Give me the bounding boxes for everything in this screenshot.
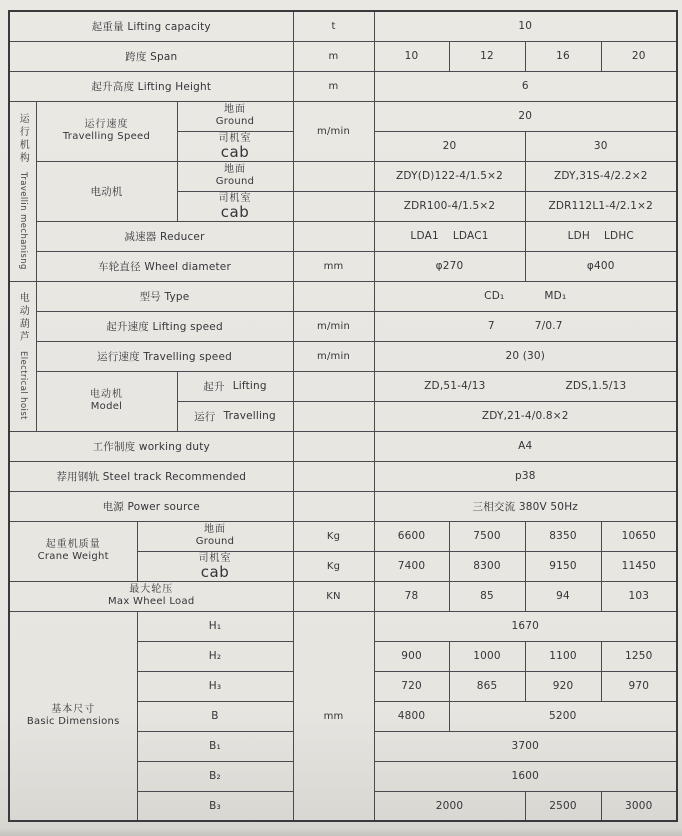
travelling-speed-label-zh: 运行速度 — [84, 119, 129, 130]
travel-motor-ground-value-1 — [374, 161, 525, 191]
span-value-16m — [525, 41, 601, 71]
cab-zh: 司机室 — [218, 192, 252, 204]
dimension-value-text: 1600 — [511, 770, 540, 782]
hoist-travelling-speed-label — [36, 341, 293, 371]
ground-zh: 地面 — [224, 164, 246, 175]
crane-weight-ground-sublabel — [137, 521, 293, 551]
hoist-motor-travelling-value — [374, 401, 677, 431]
cab-en: cab — [220, 202, 250, 221]
ground-sublabel-text — [140, 524, 291, 548]
travel-motor-unit-empty — [293, 191, 374, 221]
motor-model-text: ZD,51-4/13 — [424, 380, 486, 392]
crane-weight-cab-value-3 — [525, 551, 601, 581]
working-duty-value — [374, 431, 677, 461]
table-row — [9, 101, 677, 131]
span-value-text: 20 — [631, 50, 646, 62]
dimension-value-text: 2000 — [435, 799, 464, 812]
table-row — [9, 251, 677, 281]
hoist-motor-label-text — [39, 389, 175, 413]
max-wheel-load-value-3 — [525, 581, 601, 611]
cab-speed-value-text: 30 — [593, 140, 608, 152]
crane-weight-value-text: 8350 — [549, 530, 577, 542]
hoist-type-label-text: 型号 Type — [139, 290, 190, 303]
dimension-value-text: 720 — [401, 680, 422, 692]
section-electrical-hoist — [9, 281, 36, 431]
hoist-travelling-speed-unit-text: m/min — [317, 351, 350, 362]
basic-dimensions-label — [9, 611, 137, 821]
reducer-models — [377, 230, 523, 242]
hoist-travelling-speed-unit — [293, 341, 374, 371]
crane-weight-value-text: 8300 — [473, 560, 501, 572]
travelling-speed-ground-value — [374, 101, 677, 131]
hoist-type-model-text: CD₁ — [484, 290, 505, 302]
max-wheel-load-value-text: 94 — [556, 590, 570, 602]
dimension-name-text: H₁ — [208, 620, 222, 632]
dimension-value-text: 900 — [401, 650, 422, 662]
table-row — [9, 71, 677, 101]
wheel-diameter-label-text: 车轮直径 Wheel diameter — [98, 260, 231, 273]
working-duty-value-text: A4 — [518, 440, 533, 452]
dimension-h3-sublabel — [137, 671, 293, 701]
hoist-lifting-speed-label — [36, 311, 293, 341]
hoist-travelling-speed-value-text: 20 (30) — [505, 350, 546, 362]
lifting-height-label — [9, 71, 293, 101]
wheel-diameter-unit-text: mm — [323, 261, 344, 272]
working-duty-label-text: 工作制度 working duty — [92, 440, 210, 453]
power-source-label — [9, 491, 293, 521]
hoist-type-model-text: MD₁ — [544, 290, 567, 302]
hoist-motor-label-en: Model — [90, 401, 123, 412]
ground-zh: 地面 — [204, 524, 226, 535]
steel-track-unit-empty — [293, 461, 374, 491]
lifting-capacity-value — [374, 11, 677, 41]
hoist-type-label — [36, 281, 293, 311]
crane-weight-value-text: 7500 — [473, 530, 501, 542]
hoist-lifting-speed-unit-text: m/min — [317, 321, 350, 332]
hoist-motor-unit-empty — [293, 371, 374, 401]
max-wheel-load-value-text: 85 — [480, 590, 494, 602]
lifting-height-value — [374, 71, 677, 101]
reducer-model-text: LDH — [567, 230, 590, 242]
dimension-name-text: H₂ — [208, 650, 222, 662]
dimension-value-text: 865 — [476, 680, 498, 692]
ground-en: Ground — [215, 116, 255, 127]
lifting-capacity-value-text: 10 — [518, 20, 533, 33]
dimension-value-text: 2500 — [549, 799, 577, 812]
motor-model-text: ZDR100-4/1.5×2 — [403, 200, 496, 212]
dimension-value-text: 1100 — [549, 650, 577, 662]
crane-weight-value-text: 11450 — [621, 560, 656, 572]
travel-motor-cab-value-1 — [374, 191, 525, 221]
table-row — [9, 491, 677, 521]
hoist-motor-travelling-sublabel — [177, 401, 293, 431]
ground-sublabel-text — [180, 104, 291, 128]
crane-weight-value-text: 6600 — [397, 530, 426, 542]
hoist-motor-unit-empty — [293, 401, 374, 431]
reducer-value-2 — [525, 221, 677, 251]
hoist-type-unit-empty — [293, 281, 374, 311]
travelling-zh: 运行 — [194, 410, 216, 423]
table-row — [9, 11, 677, 41]
table-row — [9, 431, 677, 461]
span-unit — [293, 41, 374, 71]
travelling-mechanism-en: Travellin mechanisng — [17, 171, 28, 270]
travel-motor-cab-value-2 — [525, 191, 677, 221]
cab-zh: 司机室 — [198, 552, 232, 564]
travelling-speed-cab-value-2 — [525, 131, 677, 161]
dimension-value-text: 1000 — [473, 650, 501, 662]
max-wheel-load-value-1 — [374, 581, 449, 611]
table-row — [9, 581, 677, 611]
electrical-hoist-vertical-label — [12, 292, 34, 420]
wheel-diameter-value-text: φ400 — [586, 260, 615, 272]
power-source-value-text: 三相交流 380V 50Hz — [472, 500, 578, 513]
hoist-travelling-speed-label-text: 运行速度 Travelling speed — [97, 350, 232, 363]
dimension-b-sublabel — [137, 701, 293, 731]
dimension-value-text: 970 — [628, 680, 650, 692]
table-row — [9, 311, 677, 341]
reducer-model-text: LDAC1 — [452, 230, 489, 242]
lifting-height-unit-text: m — [328, 81, 339, 92]
crane-weight-label — [9, 521, 137, 581]
travelling-speed-ground-sublabel — [177, 101, 293, 131]
travelling-speed-label-text — [39, 119, 175, 143]
crane-weight-cab-value-4 — [601, 551, 677, 581]
travelling-en: Travelling — [223, 410, 276, 422]
max-wheel-load-label — [9, 581, 293, 611]
lifting-capacity-unit-text: t — [331, 21, 336, 33]
dimension-h2-value-2 — [449, 641, 525, 671]
wheel-diameter-unit — [293, 251, 374, 281]
dimension-value-text: 3000 — [625, 799, 653, 812]
cab-sublabel-text — [180, 133, 291, 160]
cab-en: cab — [200, 562, 230, 581]
power-source-unit-empty — [293, 491, 374, 521]
travel-motor-ground-value-2 — [525, 161, 677, 191]
dimension-name-text: B₁ — [209, 740, 221, 752]
table-row — [9, 611, 677, 641]
lifting-capacity-label — [9, 11, 293, 41]
basic-dimensions-label-zh: 基本尺寸 — [51, 703, 96, 715]
hoist-lifting-speed-value — [374, 311, 677, 341]
dimension-b2-value — [374, 761, 677, 791]
max-wheel-load-label-zh: 最大轮压 — [129, 584, 174, 595]
hoist-lifting-speed-values — [377, 320, 675, 332]
electrical-hoist-zh: 电动葫芦 — [17, 292, 29, 345]
lifting-sublabel-text — [180, 379, 291, 394]
max-wheel-load-label-text — [12, 584, 291, 608]
cab-sublabel-text — [180, 193, 291, 220]
power-source-label-text: 电源 Power source — [102, 500, 200, 513]
dimension-value-text: 1250 — [625, 650, 653, 662]
dimension-value-text: 920 — [552, 680, 574, 692]
motor-model-text: ZDY,31S-4/2.2×2 — [553, 170, 648, 182]
crane-weight-unit-text: Kg — [326, 531, 341, 542]
travelling-speed-unit-text: m/min — [317, 126, 350, 137]
dimension-value-text: 3700 — [511, 740, 540, 752]
travelling-speed-unit — [293, 101, 374, 161]
basic-dimensions-label-en: Basic Dimensions — [26, 715, 120, 727]
span-value-10m — [374, 41, 449, 71]
table-row — [9, 221, 677, 251]
hoist-lifting-speed-value-text: 7 — [487, 320, 495, 332]
ground-en: Ground — [215, 176, 255, 187]
dimension-name-text: H₃ — [208, 680, 222, 692]
crane-weight-ground-value-3 — [525, 521, 601, 551]
dimension-h1-value — [374, 611, 677, 641]
crane-weight-value-text: 9150 — [549, 560, 577, 572]
motor-model-text: ZDR112L1-4/2.1×2 — [548, 200, 654, 212]
crane-weight-cab-unit — [293, 551, 374, 581]
travelling-speed-label-en: Travelling Speed — [62, 131, 151, 142]
dimension-b1-value — [374, 731, 677, 761]
cab-sublabel-text — [140, 553, 291, 580]
lifting-en: Lifting — [232, 380, 267, 392]
table-row — [9, 371, 677, 401]
crane-weight-value-text: 10650 — [621, 530, 656, 542]
dimension-b3-sublabel — [137, 791, 293, 821]
ground-sublabel-text — [180, 164, 291, 188]
crane-weight-label-en: Crane Weight — [37, 551, 109, 562]
dimension-b3-value-3 — [601, 791, 677, 821]
cab-zh: 司机室 — [218, 132, 252, 144]
section-travelling-mechanism — [9, 101, 36, 281]
dimension-h1-sublabel — [137, 611, 293, 641]
cab-speed-value-text: 20 — [442, 140, 457, 152]
travelling-speed-cab-value-1 — [374, 131, 525, 161]
travel-motor-label — [36, 161, 177, 221]
crane-weight-ground-value-2 — [449, 521, 525, 551]
crane-weight-value-text: 7400 — [397, 560, 426, 572]
lifting-zh: 起升 — [203, 380, 225, 393]
reducer-models — [528, 230, 675, 242]
crane-weight-ground-value-4 — [601, 521, 677, 551]
dimension-h2-sublabel — [137, 641, 293, 671]
reducer-model-text: LDHC — [604, 230, 634, 242]
dimension-b-value-1 — [374, 701, 449, 731]
wheel-diameter-value-2 — [525, 251, 677, 281]
travelling-sublabel-text — [180, 409, 291, 424]
dimension-h3-value-3 — [525, 671, 601, 701]
cab-en: cab — [220, 142, 250, 161]
steel-track-value — [374, 461, 677, 491]
table-row — [9, 341, 677, 371]
reducer-label-text: 减速器 Reducer — [124, 230, 205, 243]
ground-en: Ground — [195, 536, 235, 547]
hoist-motor-label — [36, 371, 177, 431]
lifting-capacity-unit — [293, 11, 374, 41]
span-value-12m — [449, 41, 525, 71]
dimension-b-value-2 — [449, 701, 677, 731]
hoist-motor-lifting-value — [374, 371, 677, 401]
max-wheel-load-label-en: Max Wheel Load — [107, 596, 195, 607]
power-source-value — [374, 491, 677, 521]
lifting-capacity-label-text: 起重量 Lifting capacity — [91, 20, 211, 33]
steel-track-label — [9, 461, 293, 491]
span-label — [9, 41, 293, 71]
reducer-unit-empty — [293, 221, 374, 251]
crane-weight-ground-unit — [293, 521, 374, 551]
travelling-speed-label — [36, 101, 177, 161]
hoist-lifting-speed-unit — [293, 311, 374, 341]
table-row — [9, 521, 677, 551]
crane-weight-label-text — [12, 539, 135, 563]
crane-weight-ground-value-1 — [374, 521, 449, 551]
crane-weight-unit-text: Kg — [326, 561, 341, 572]
table-row — [9, 161, 677, 191]
motor-model-text: ZDY(D)122-4/1.5×2 — [396, 170, 504, 182]
dimension-h2-value-1 — [374, 641, 449, 671]
travelling-mechanism-vertical-label — [12, 113, 34, 270]
hoist-type-models — [377, 290, 675, 302]
span-value-text: 12 — [480, 50, 494, 62]
span-value-text: 16 — [556, 50, 570, 62]
dimension-h2-value-3 — [525, 641, 601, 671]
hoist-lifting-speed-value-text: 7/0.7 — [534, 320, 563, 332]
steel-track-label-text: 荐用钢轨 Steel track Recommended — [56, 470, 247, 483]
max-wheel-load-value-text: 103 — [628, 590, 650, 602]
max-wheel-load-unit — [293, 581, 374, 611]
electrical-hoist-en: Electrical hoist — [17, 351, 28, 420]
crane-weight-cab-value-1 — [374, 551, 449, 581]
hoist-travelling-speed-value — [374, 341, 677, 371]
dimension-h3-value-4 — [601, 671, 677, 701]
span-value-text: 10 — [404, 50, 419, 62]
wheel-diameter-label — [36, 251, 293, 281]
lifting-height-value-text: 6 — [521, 80, 529, 92]
basic-dimensions-unit — [293, 611, 374, 821]
basic-dimensions-unit-text: mm — [323, 710, 344, 722]
motor-model-text: ZDS,1.5/13 — [565, 380, 627, 392]
lifting-height-label-text: 起升高度 Lifting Height — [91, 80, 212, 93]
travelling-speed-cab-sublabel — [177, 131, 293, 161]
travel-motor-cab-sublabel — [177, 191, 293, 221]
hoist-motor-lifting-sublabel — [177, 371, 293, 401]
crane-weight-cab-sublabel — [137, 551, 293, 581]
working-duty-unit-empty — [293, 431, 374, 461]
dimension-name-text: B₃ — [209, 799, 221, 812]
span-value-20m — [601, 41, 677, 71]
dimension-value-text: 5200 — [549, 710, 577, 722]
lifting-height-unit — [293, 71, 374, 101]
reducer-model-text: LDA1 — [410, 230, 439, 242]
hoist-type-value — [374, 281, 677, 311]
max-wheel-load-value-text: 78 — [404, 590, 419, 602]
steel-track-value-text: p38 — [514, 470, 536, 482]
dimension-value-text: 4800 — [397, 710, 426, 722]
wheel-diameter-value-1 — [374, 251, 525, 281]
dimension-name-text: B₂ — [209, 770, 221, 782]
max-wheel-load-value-2 — [449, 581, 525, 611]
wheel-diameter-value-text: φ270 — [435, 260, 464, 272]
dimension-h2-value-4 — [601, 641, 677, 671]
table-row — [9, 41, 677, 71]
hoist-motor-lifting-models — [377, 380, 675, 392]
dimension-h3-value-2 — [449, 671, 525, 701]
span-unit-text: m — [328, 51, 339, 62]
travelling-mechanism-zh: 运行机构 — [17, 112, 29, 165]
travel-motor-unit-empty — [293, 161, 374, 191]
reducer-value-1 — [374, 221, 525, 251]
ground-zh: 地面 — [224, 104, 246, 115]
table-row — [9, 461, 677, 491]
crane-weight-cab-value-2 — [449, 551, 525, 581]
dimension-b2-sublabel — [137, 761, 293, 791]
basic-dimensions-label-text — [12, 704, 135, 728]
max-wheel-load-value-4 — [601, 581, 677, 611]
hoist-motor-label-zh: 电动机 — [90, 389, 123, 400]
dimension-b3-value-2 — [525, 791, 601, 821]
motor-model-text: ZDY,21-4/0.8×2 — [481, 410, 569, 422]
reducer-label — [36, 221, 293, 251]
travel-motor-label-text: 电动机 — [90, 185, 123, 198]
span-label-text: 跨度 Span — [125, 50, 178, 63]
table-row — [9, 281, 677, 311]
dimension-value-text: 1670 — [511, 620, 540, 632]
max-wheel-load-unit-text: KN — [326, 591, 341, 602]
travelling-speed-ground-value-text: 20 — [518, 110, 533, 122]
working-duty-label — [9, 431, 293, 461]
dimension-name-text: B — [211, 710, 219, 722]
crane-weight-label-zh: 起重机质量 — [45, 539, 101, 550]
dimension-h3-value-1 — [374, 671, 449, 701]
dimension-b1-sublabel — [137, 731, 293, 761]
crane-specification-table — [8, 10, 678, 822]
hoist-lifting-speed-label-text: 起升速度 Lifting speed — [106, 320, 223, 333]
dimension-b3-value-1 — [374, 791, 525, 821]
travel-motor-ground-sublabel — [177, 161, 293, 191]
